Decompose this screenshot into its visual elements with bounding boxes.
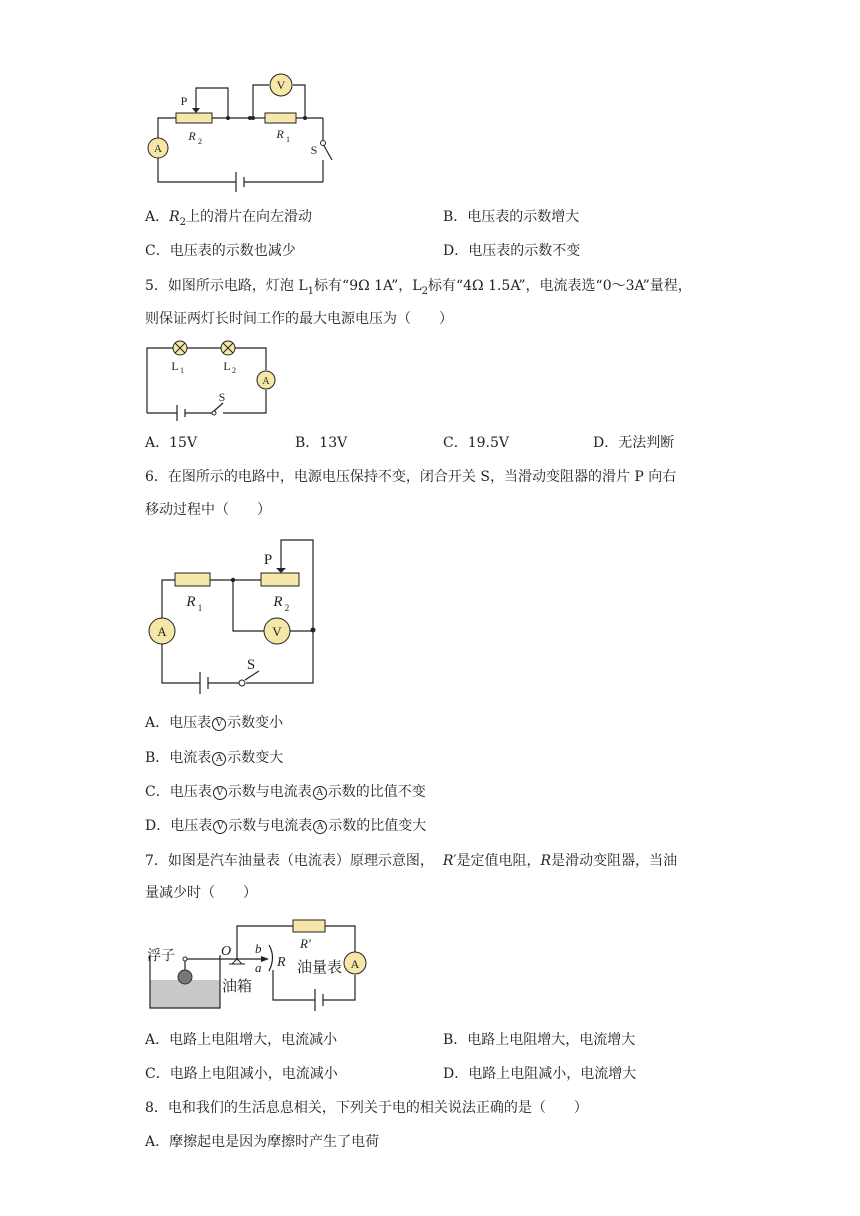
ammeter-symbol: A [313, 786, 327, 800]
q5-question-line2: 则保证两灯长时间工作的最大电源电压为（ ） [145, 311, 453, 327]
svg-text:L: L [223, 359, 231, 373]
svg-text:1: 1 [180, 366, 184, 375]
svg-text:V: V [272, 624, 282, 639]
svg-text:b: b [255, 941, 262, 956]
q6-question-line2: 移动过程中（ ） [145, 502, 271, 518]
svg-text:P: P [180, 94, 188, 108]
svg-text:A: A [154, 143, 162, 155]
resistor-r2 [176, 113, 212, 123]
q6-option-a[interactable]: A．电压表 V 示数变小 [145, 715, 284, 731]
svg-text:浮子: 浮子 [147, 949, 175, 964]
svg-text:S: S [246, 657, 256, 673]
q7-option-c[interactable]: C．电路上电阻减小，电流减小 [145, 1066, 338, 1082]
q8-question-line1: 8．电和我们的生活息息相关，下列关于电的相关说法正确的是（ ） [145, 1100, 588, 1116]
ammeter-symbol: A [313, 820, 327, 834]
q5-option-b[interactable]: B．13V [295, 435, 348, 451]
svg-text:L: L [171, 359, 179, 373]
q4-option-c[interactable]: C．电压表的示数也减少 [145, 243, 296, 259]
q4-option-b[interactable]: B．电压表的示数增大 [443, 209, 580, 225]
svg-text:1: 1 [286, 135, 290, 144]
svg-text:R: R [277, 955, 286, 970]
q7-option-b[interactable]: B．电路上电阻增大，电流增大 [443, 1032, 636, 1048]
q7-option-d[interactable]: D．电路上电阻减小，电流增大 [443, 1066, 637, 1082]
resistor-r-prime [293, 920, 325, 932]
svg-text:S: S [218, 390, 226, 404]
resistor-r2 [261, 573, 299, 586]
q6-option-b[interactable]: B．电流表 A 示数变大 [145, 750, 284, 766]
float-ball [178, 970, 192, 984]
resistor-r1 [175, 573, 210, 586]
circuit-figure-q7 [145, 915, 375, 1017]
q6-question-line1: 6．在图所示的电路中，电源电压保持不变，闭合开关 S，当滑动变阻器的滑片 P 向右 [145, 469, 677, 485]
svg-text:P: P [263, 552, 273, 568]
q4-option-d[interactable]: D．电压表的示数不变 [443, 243, 581, 259]
q5-question-line1: 5．如图所示电路，灯泡 $L_1$标有“9Ω 1A”，$L_2$标有“4Ω 1.5A”，电流表选“0～3A”量程， [145, 278, 692, 297]
q6-option-c[interactable]: C．电压表 V 示数与电流表 A 示数的比值不变 [145, 784, 426, 800]
q7-option-a[interactable]: A．电路上电阻增大，电流减小 [145, 1032, 338, 1048]
q4-option-a[interactable]: A．$R_2$上的滑片在向左滑动 [145, 209, 313, 228]
svg-text:油量表: 油量表 [297, 960, 343, 976]
svg-text:R: R [273, 594, 283, 610]
q8-option-a[interactable]: A．摩擦起电是因为摩擦时产生了电荷 [145, 1134, 380, 1150]
voltmeter-symbol: V [213, 786, 227, 800]
svg-text:2: 2 [284, 603, 290, 613]
circuit-figure-q5 [140, 335, 280, 419]
svg-text:1: 1 [197, 603, 203, 613]
voltmeter-symbol: V [212, 717, 226, 731]
circuit-figure-q4 [140, 68, 340, 194]
q7-question-line1: 7．如图是汽车油量表（电流表）原理示意图， R′是定值电阻，R是滑动变阻器，当油 [145, 853, 678, 869]
q6-option-d[interactable]: D．电压表 V 示数与电流表 A 示数的比值变大 [145, 818, 427, 834]
resistor-r1 [265, 113, 296, 123]
circuit-figure-q6 [145, 536, 325, 696]
q7-question-line2: 量减少时（ ） [145, 885, 257, 901]
svg-text:R′: R′ [300, 936, 311, 951]
q5-option-a[interactable]: A．15V [145, 435, 198, 451]
svg-text:A: A [262, 376, 270, 387]
svg-text:O: O [221, 944, 232, 959]
q5-option-d[interactable]: D．无法判断 [593, 435, 675, 451]
ammeter-symbol: A [212, 752, 226, 766]
svg-text:a: a [255, 960, 262, 975]
svg-text:S: S [310, 143, 318, 157]
svg-text:R: R [186, 594, 196, 610]
svg-text:油箱: 油箱 [222, 979, 253, 995]
svg-text:R: R [276, 127, 284, 141]
svg-text:V: V [276, 78, 286, 92]
svg-text:A: A [350, 957, 360, 971]
svg-text:2: 2 [198, 137, 202, 146]
svg-text:R: R [188, 129, 196, 143]
voltmeter-symbol: V [213, 820, 227, 834]
svg-text:A: A [157, 624, 167, 639]
svg-text:2: 2 [232, 366, 236, 375]
q5-option-c[interactable]: C．19.5V [443, 435, 510, 451]
